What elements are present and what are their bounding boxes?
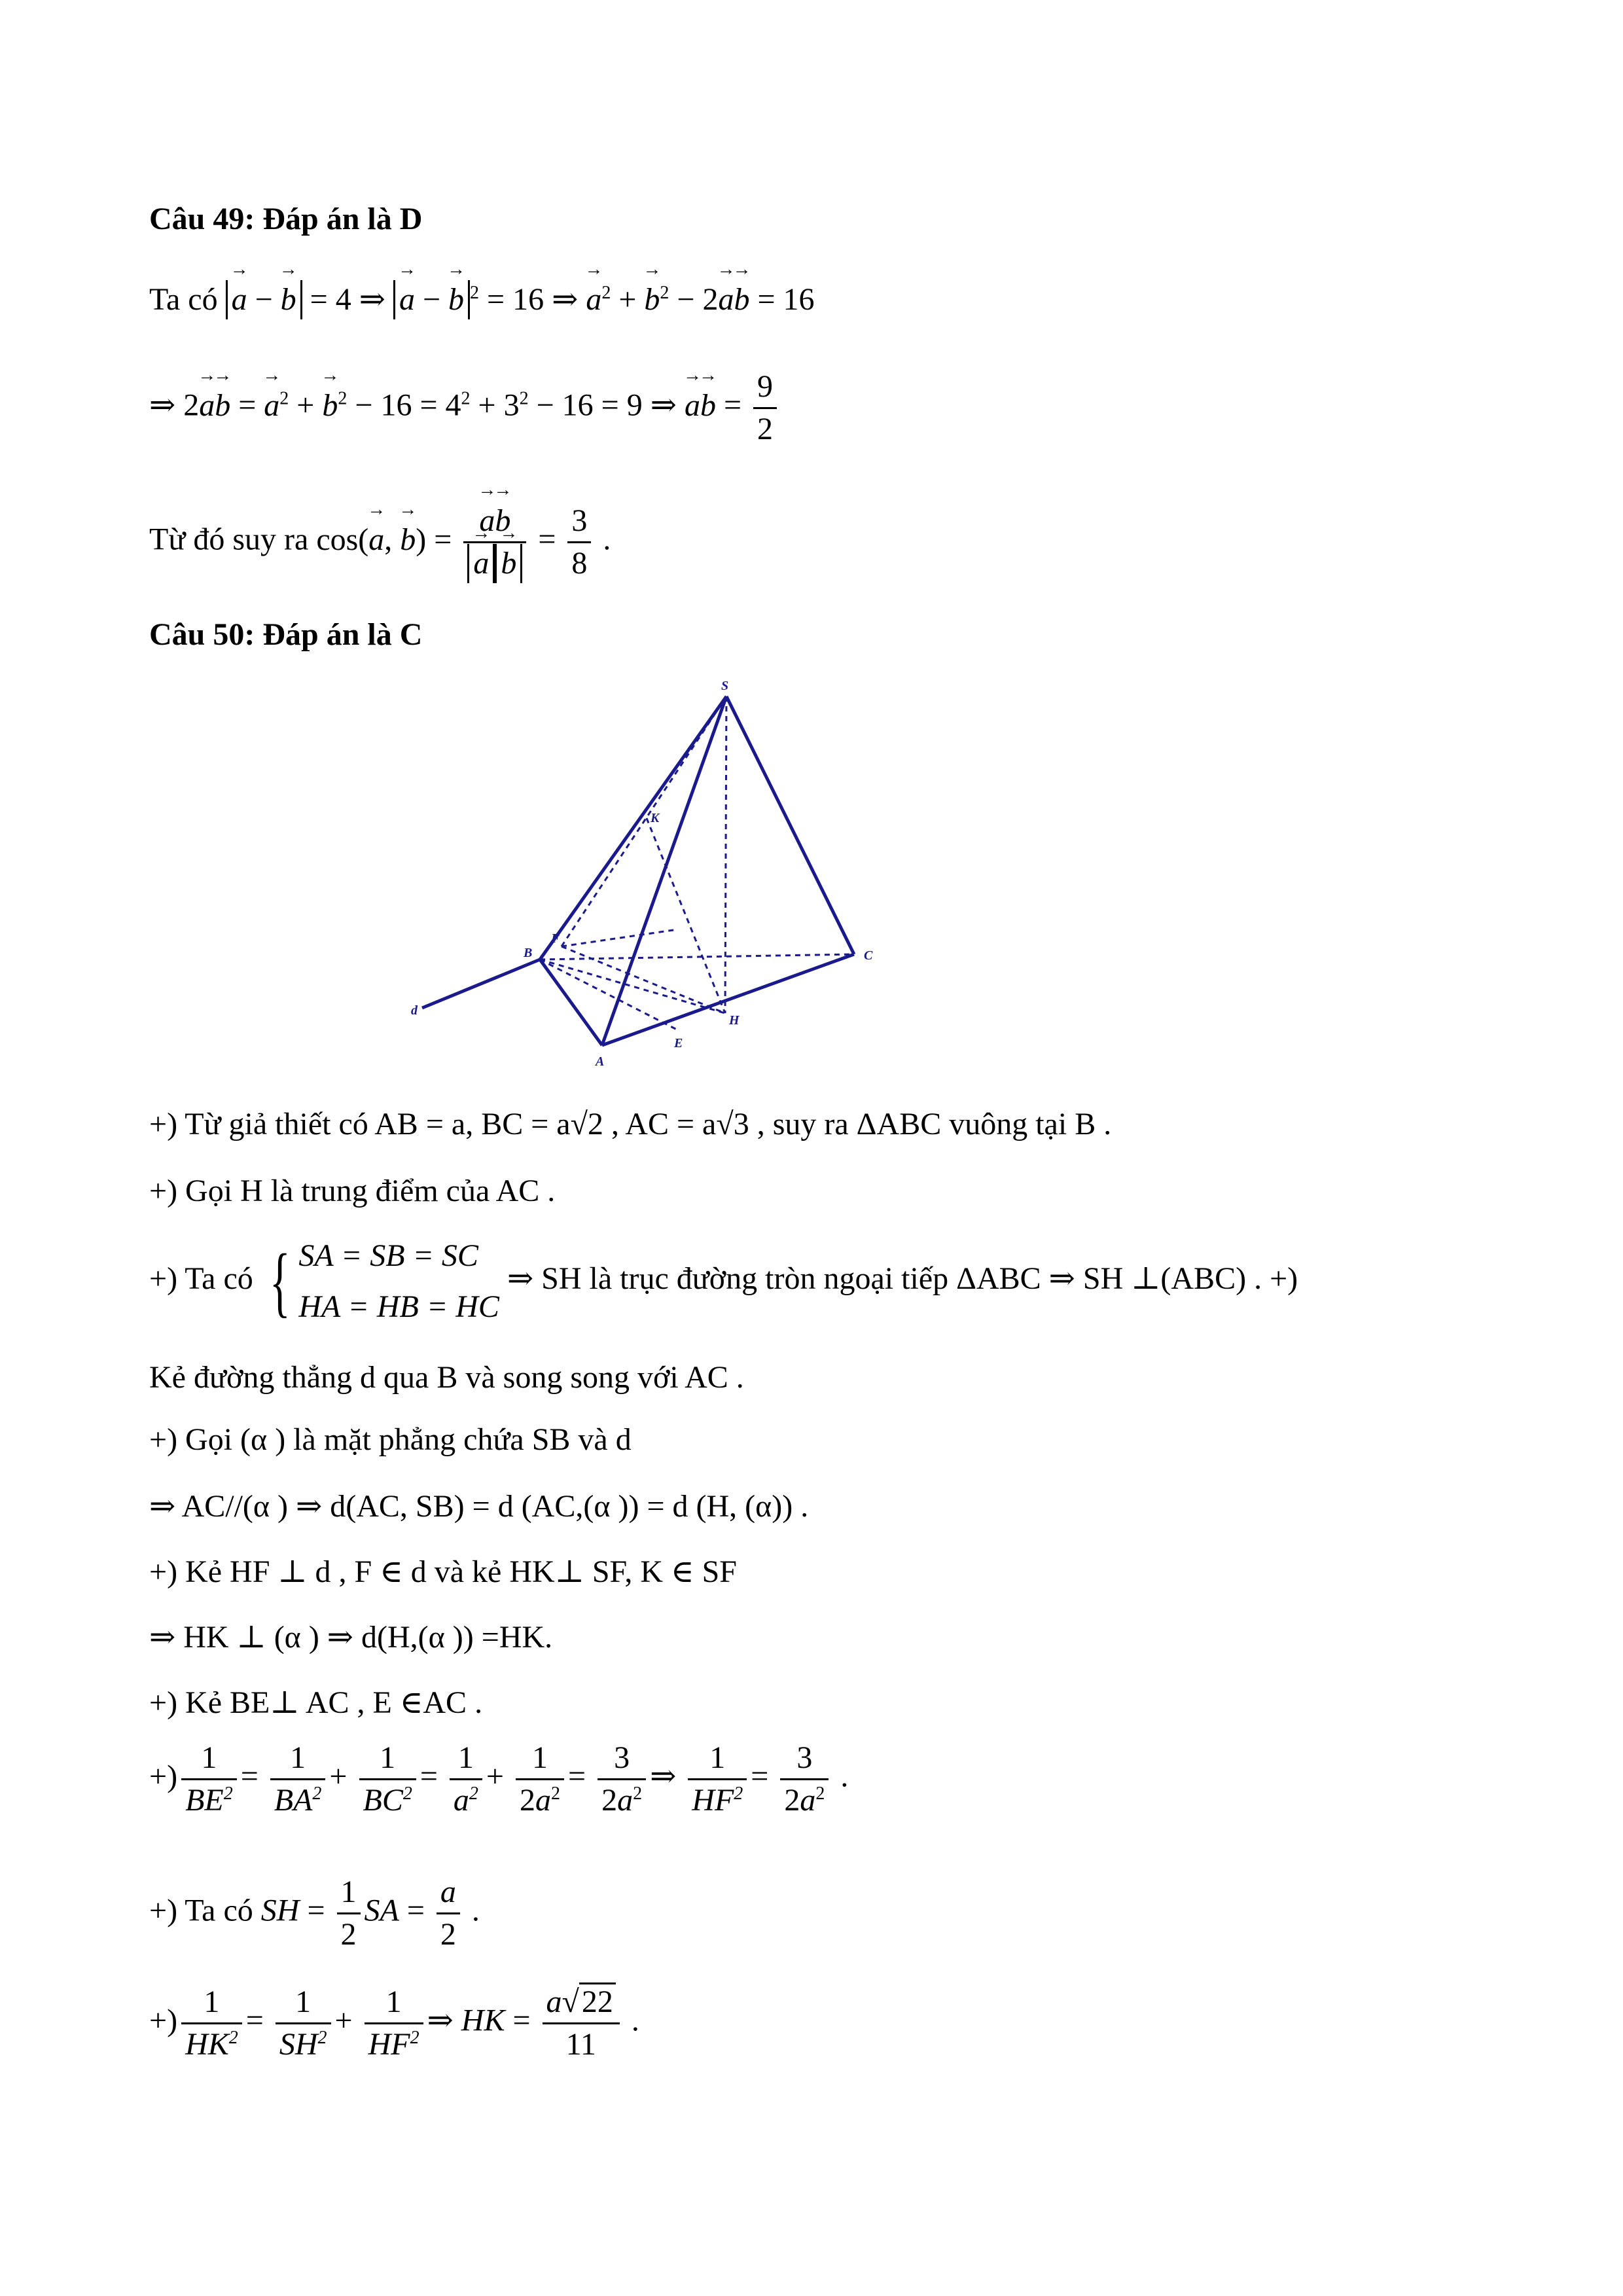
q49-line3: Từ đó suy ra cos(→ a, → b) = → a→ b → a→ b = $\frac{3}{8}$ . (149, 501, 611, 584)
seg-BH (540, 960, 725, 1013)
line-d (422, 960, 540, 1008)
label-B: B (524, 946, 533, 960)
label-d: d (411, 1003, 418, 1018)
label-F: F (551, 931, 560, 946)
label-C: C (864, 948, 873, 963)
q50-line8: ⇒ HK ⊥ (α ) ⇒ d(H,(α )) =HK. (149, 1620, 553, 1655)
q50-heading: Câu 50: Đáp án là C (149, 617, 423, 652)
label-H: H (729, 1013, 740, 1028)
label-E: E (674, 1036, 683, 1050)
q49-line2: ⇒ 2→ a→ b = → $a^2$ + → $b^2 - 16 = 4^2 + 3^2 - 16 = 9$ ⇒ → a→ b = $\frac{9}{2}$ (149, 367, 781, 450)
q50-line11: +) Ta có SH = $\frac{1}{2}$ SA = $\frac{a}{2}$ . (149, 1872, 480, 1955)
q50-line6: ⇒ AC//(α ) ⇒ d(AC, SB) = d (AC,(α )) = d (H, (α)) . (149, 1489, 809, 1524)
q50-line4: Kẻ đường thẳng d qua B và song song với AC . (149, 1360, 744, 1395)
q50-line5: +) Gọi (α ) là mặt phẳng chứa SB và d (149, 1422, 632, 1457)
q50-line2: +) Gọi H là trung điểm của AC . (149, 1174, 556, 1208)
q50-line9: +) Kẻ BE⊥ AC , E ∈AC . (149, 1685, 483, 1720)
q50-line12: +) $\frac{1}{HK^2}$ = $\frac{1}{SH^2}$ + $\frac{1}{HF^2}$ ⇒ HK = $\frac{a√22}{11}$ . (149, 1982, 639, 2065)
pyramid-figure (406, 674, 877, 1073)
edge-BA (540, 960, 602, 1045)
edge-SA (602, 696, 726, 1045)
q49-line1: Ta có → a − → b = 4 ⇒ → a − → b $^2$ = 16 ⇒ → $a^2$ + → $b^2 - 2\to a\to b = 16$ (149, 280, 815, 319)
edge-SB (540, 696, 726, 960)
q49-heading: Câu 49: Đáp án là D (149, 202, 423, 236)
seg-F-aux (562, 929, 678, 946)
edge-AC (602, 954, 854, 1045)
label-S: S (721, 679, 729, 693)
edge-SC (726, 696, 854, 954)
q50-line7: +) Kẻ HF ⊥ d , F ∈ d và kẻ HK⊥ SF, K ∈ SF (149, 1554, 737, 1589)
label-A: A (596, 1054, 605, 1069)
seg-KH (647, 818, 725, 1013)
q50-line1: +) Từ giả thiết có AB = a, BC = a√2 , AC = a√3 , suy ra ΔABC vuông tại B . (149, 1107, 1112, 1141)
q50-line10: +) $\frac{1}{BE^2}$ = $\frac{1}{BA^2}$ + $\frac{1}{BC^2}$ = $\frac{1}{a^2}$ + $\frac{1}{2a^2}$ = $\frac{3}{2a^2}$ ⇒ $\frac{1}{HF^2}$ = $\frac{3}{2a^2}$ . (149, 1738, 848, 1821)
edge-BC (540, 954, 854, 960)
q50-line3: +) Ta có { SA = SB = SC HA = HB = HC ⇒ SH là trục đường tròn ngoại tiếp ΔABC ⇒ SH ⊥(ABC) . +) (149, 1238, 1298, 1325)
seg-SH (725, 696, 726, 1013)
label-K: K (651, 811, 660, 825)
tu-do-text: Từ đó suy ra (149, 522, 309, 557)
ta-co-text: Ta có (149, 282, 218, 317)
